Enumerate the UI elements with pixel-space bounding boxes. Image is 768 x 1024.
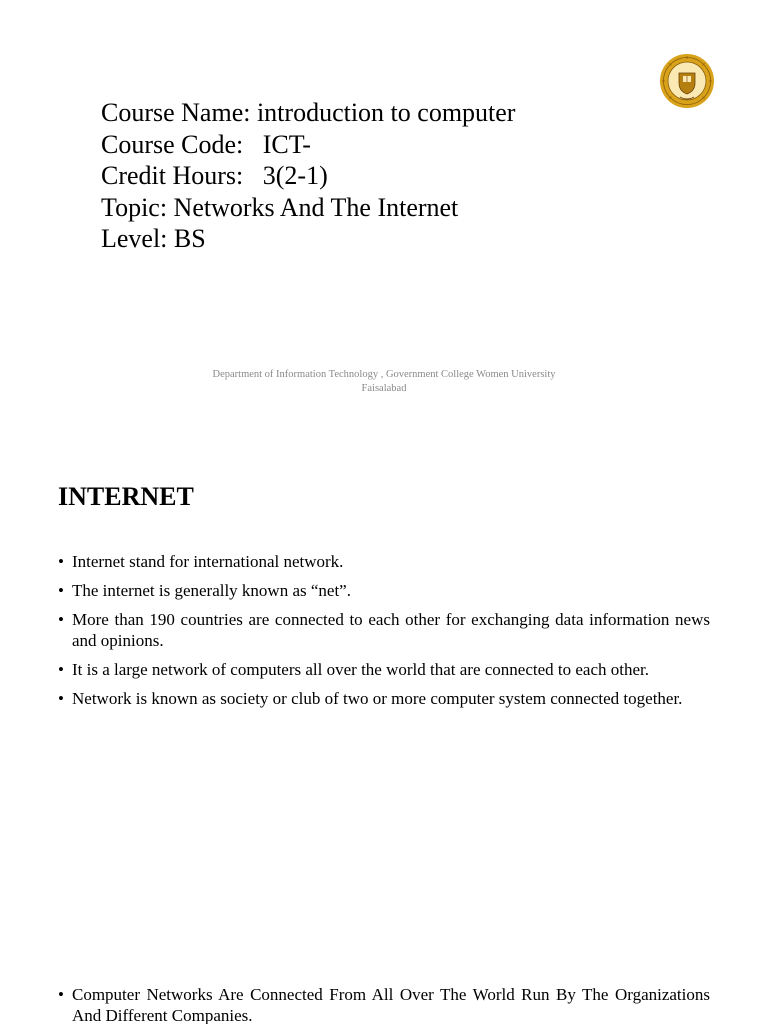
list-item: [58, 580, 710, 601]
list-item: [58, 659, 710, 680]
internet-slide: [0, 430, 768, 1024]
footer-line-1: Department of Information Technology , Government College Women University: [212, 369, 556, 380]
department-footer: [150, 368, 618, 395]
list-item: [58, 984, 710, 1024]
bullet-marker: •: [58, 552, 64, 571]
list-item: [58, 609, 710, 651]
list-item-text: Network is known as society or club of two or more computer system connected together.: [72, 689, 683, 708]
title-slide: [0, 0, 768, 430]
list-item: [58, 688, 710, 709]
list-item: [58, 551, 710, 572]
bullet-marker: •: [58, 581, 64, 600]
course-code: Course Code: ICT-: [101, 129, 311, 159]
bullet-marker: •: [58, 660, 64, 679]
course-name: Course Name: introduction to computer: [101, 98, 516, 127]
slide-heading: INTERNET: [58, 482, 194, 511]
bullet-marker: •: [58, 610, 64, 629]
list-item-text: Computer Networks Are Connected From All Over The World Run By The Organizations And Different Companies.: [72, 985, 710, 1024]
university-seal-icon: [659, 53, 715, 109]
credit-hours: Credit Hours: 3(2-1): [101, 161, 328, 190]
bullet-list: [58, 551, 710, 717]
list-item-text: The internet is generally known as “net”.: [72, 581, 351, 600]
course-info: [101, 97, 515, 255]
list-item-text: More than 190 countries are connected to each other for exchanging data information news and opinions.: [72, 610, 710, 650]
bullet-list-bottom: [58, 984, 710, 1024]
list-item-text: It is a large network of computers all over the world that are connected to each other.: [72, 660, 649, 679]
bullet-marker: •: [58, 689, 64, 708]
level: Level: BS: [101, 224, 206, 253]
topic: Topic: Networks And The Internet: [101, 192, 459, 222]
footer-line-2: Faisalabad: [361, 382, 407, 394]
list-item-text: Internet stand for international network.: [72, 552, 344, 571]
bullet-marker: •: [58, 985, 64, 1004]
